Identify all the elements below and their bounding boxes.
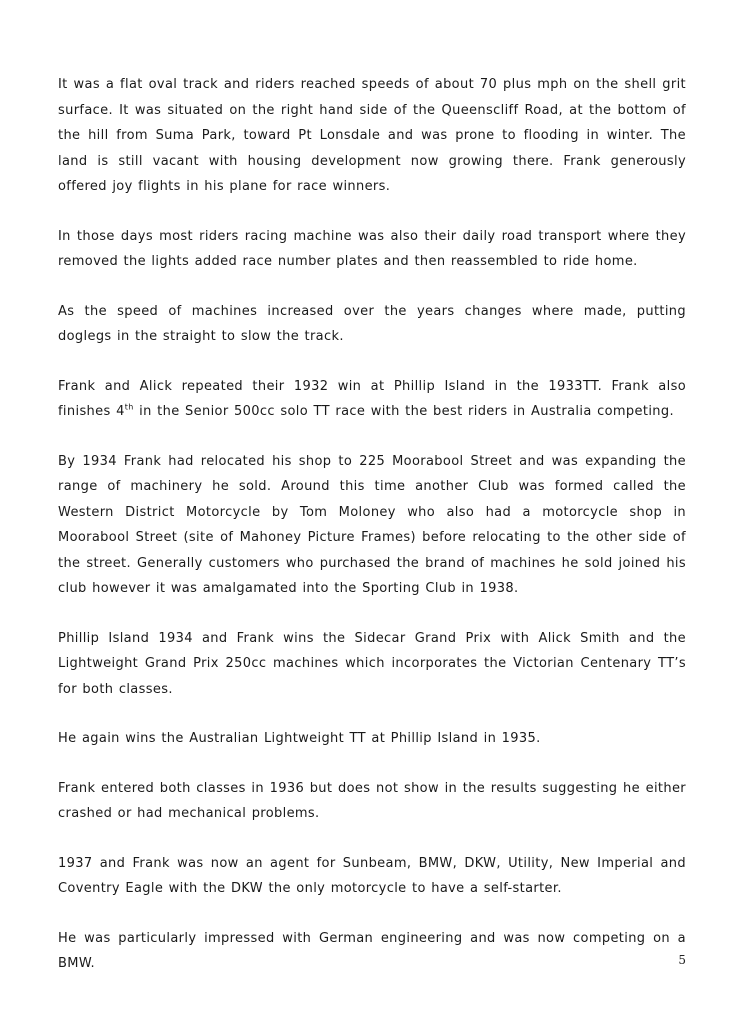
paragraph-doglegs: As the speed of machines increased over the years changes where made, putting doglegs in the straight to slow the track. xyxy=(58,303,686,344)
paragraph-1933-tt xyxy=(58,374,686,425)
paragraph-1935: He again wins the Australian Lightweight TT at Phillip Island in 1935. xyxy=(58,731,541,746)
tt-text-after: in the Senior 500cc solo TT race with the best riders in Australia competing. xyxy=(133,404,674,419)
paragraph-1937-agent: 1937 and Frank was now an agent for Sunbeam, BMW, DKW, Utility, New Imperial and Coventry Eagle with the DKW the only motorcycle to have a self-starter. xyxy=(58,855,686,896)
paragraph-1936: Frank entered both classes in 1936 but does not show in the results suggesting he either crashed or had mechanical problems. xyxy=(58,780,686,821)
tt-text-before: Frank and Alick repeated their 1932 win at Phillip Island in the 1933TT. Frank also finishes 4 xyxy=(58,378,686,419)
paragraph-1934-shop: By 1934 Frank had relocated his shop to 225 Moorabool Street and was expanding the range of machinery he sold. Around this time another Club was formed called the Western District Motorcycle by Tom Moloney who also had a motorcycle shop in Moorabool Street (site of Mahoney Picture Frames) before relocating to the other side of the street. Generally customers who purchased the brand of machines he sold joined his club however it was amalgamated into the Sporting Club in 1938. xyxy=(58,453,686,596)
tt-superscript: th xyxy=(124,402,134,412)
paragraph-track: It was a flat oval track and riders reached speeds of about 70 plus mph on the shell grit surface. It was situated on the right hand side of the Queenscliff Road, at the bottom of the hill from Suma Park, toward Pt Lonsdale and was prone to flooding in winter. The land is still vacant with housing development now growing there. Frank generously offered joy flights in his plane for race winners. xyxy=(58,77,686,194)
page-number: 5 xyxy=(678,953,686,967)
paragraph-bmw: He was particularly impressed with German engineering and was now competing on a BMW. xyxy=(58,930,686,971)
document-body xyxy=(58,72,686,1001)
paragraph-road-transport: In those days most riders racing machine was also their daily road transport where they removed the lights added race number plates and then reassembled to ride home. xyxy=(58,228,686,269)
paragraph-1934-phillip-island: Phillip Island 1934 and Frank wins the Sidecar Grand Prix with Alick Smith and the Lightweight Grand Prix 250cc machines which incorporates the Victorian Centenary TT’s for both classes. xyxy=(58,630,686,697)
